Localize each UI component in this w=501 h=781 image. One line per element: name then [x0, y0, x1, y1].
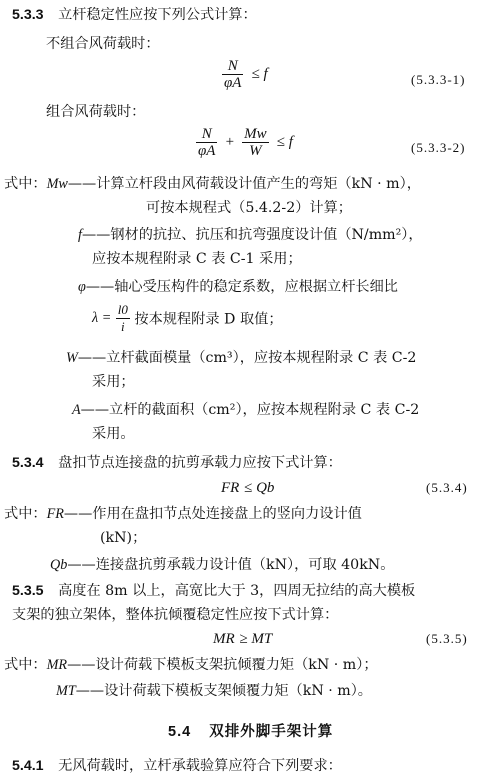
symbol: A: [72, 402, 81, 418]
def-continuation: 采用。: [92, 426, 135, 442]
def-row-mt: [56, 682, 372, 700]
definition: ——连接盘抗剪承载力设计值（kN），可取 40kN。: [67, 557, 395, 573]
symbol: φ: [78, 279, 86, 295]
def-row-a: [72, 401, 419, 419]
definition: ——钢材的抗拉、抗压和抗弯强度设计值（N/mm²），: [81, 227, 423, 243]
def-row-mw: [4, 175, 421, 193]
section-5-4-title: [168, 720, 333, 741]
section-title: 盘扣节点连接盘的抗剪承载力应按下式计算：: [58, 455, 342, 471]
def-row-phi: [78, 278, 398, 296]
section-text: 无风荷载时，立杆承载验算应符合下列要求：: [58, 758, 342, 774]
section-5-4-1-heading: [12, 757, 342, 775]
fraction-denominator: W: [249, 143, 262, 159]
definition-tail: 按本规程附录 D 取值；: [134, 311, 283, 328]
symbol: MT: [56, 683, 76, 699]
symbol: MR: [46, 657, 68, 673]
fraction-numerator: N: [222, 58, 243, 75]
section-5-3-3-heading: [12, 6, 257, 24]
def-row-fr: [4, 505, 362, 523]
lhs: MR: [213, 631, 235, 647]
where-label: 式中：: [4, 657, 47, 673]
inequality: ≤ f: [251, 66, 268, 82]
section-text: 高度在 8m 以上，高宽比大于 3，四周无拉结的高大模板: [58, 583, 416, 599]
definition: ——设计荷载下模板支架倾覆力矩（kN · m）。: [75, 683, 372, 699]
case-no-wind-label: 不组合风荷载时：: [46, 36, 160, 52]
plus-sign: +: [225, 134, 235, 150]
fraction-denominator: φA: [198, 143, 216, 159]
section-5-3-5-heading: [12, 582, 415, 600]
symbol: f: [78, 227, 82, 243]
section-number: 5.3.3: [12, 7, 44, 23]
def-continuation: (kN)；: [100, 530, 147, 546]
equation-number: (5.3.4): [426, 480, 468, 495]
lambda-symbol: λ =: [92, 310, 112, 326]
equation-number: (5.3.3-2): [411, 140, 466, 155]
symbol: Mw: [46, 176, 68, 192]
section-number: 5.3.4: [12, 455, 44, 471]
section-title: 双排外脚手架计算: [209, 723, 334, 740]
def-row-w: [66, 349, 416, 367]
symbol: W: [66, 350, 78, 366]
equation-number: (5.3.3-1): [411, 72, 466, 87]
formula-5-3-3-2: [196, 126, 296, 159]
definition: ——立杆的截面积（cm²），应按本规程附录 C 表 C-2: [80, 402, 420, 418]
inequality: ≥ MT: [239, 631, 273, 647]
formula-5-3-3-1: [222, 58, 271, 91]
section-text-continuation: 支架的独立架体，整体抗倾覆稳定性应按下式计算：: [12, 607, 339, 623]
fraction-numerator: l0: [117, 302, 128, 317]
formula-5-3-5: [213, 629, 272, 648]
equation-number: (5.3.5): [426, 631, 468, 646]
inequality: ≤ Qb: [244, 480, 275, 496]
fraction-numerator: N: [196, 126, 217, 143]
section-5-3-4-heading: [12, 454, 342, 472]
where-label: 式中：: [4, 506, 47, 522]
def-continuation: 可按本规程式（5.4.2-2）计算；: [146, 200, 352, 216]
case-with-wind-label: 组合风荷载时：: [46, 104, 146, 120]
section-number: 5.4.1: [12, 758, 44, 774]
def-continuation: 采用；: [92, 374, 135, 390]
def-row-f: [78, 226, 423, 244]
fraction-denominator: φA: [224, 75, 242, 91]
formula-5-3-4: [221, 478, 274, 497]
where-label: 式中：: [4, 176, 47, 192]
definition: ——立杆截面模量（cm³），应按本规程附录 C 表 C-2: [77, 350, 417, 366]
inequality: ≤ f: [276, 134, 293, 150]
section-number: 5.3.5: [12, 583, 44, 599]
definition: ——设计荷载下模板支架抗倾覆力矩（kN · m）；: [67, 657, 378, 673]
definition: ——计算立杆段由风荷载设计值产生的弯矩（kN · m），: [67, 176, 421, 192]
definition: ——作用在盘扣节点处连接盘上的竖向力设计值: [63, 506, 362, 522]
section-title: 立杆稳定性应按下列公式计算：: [58, 7, 257, 23]
fraction-numerator: Mw: [244, 126, 267, 142]
def-row-qb: [50, 556, 394, 574]
fraction-denominator: i: [121, 319, 125, 334]
section-number: 5.4: [168, 724, 192, 740]
def-continuation: 应按本规程附录 C 表 C-1 采用；: [92, 251, 302, 267]
def-continuation-lambda: [92, 302, 283, 335]
symbol: Qb: [50, 557, 68, 573]
definition: ——轴心受压构件的稳定系数，应根据立杆长细比: [85, 279, 398, 295]
def-row-mr: [4, 656, 378, 674]
lhs: FR: [221, 480, 240, 496]
symbol: FR: [46, 506, 64, 522]
